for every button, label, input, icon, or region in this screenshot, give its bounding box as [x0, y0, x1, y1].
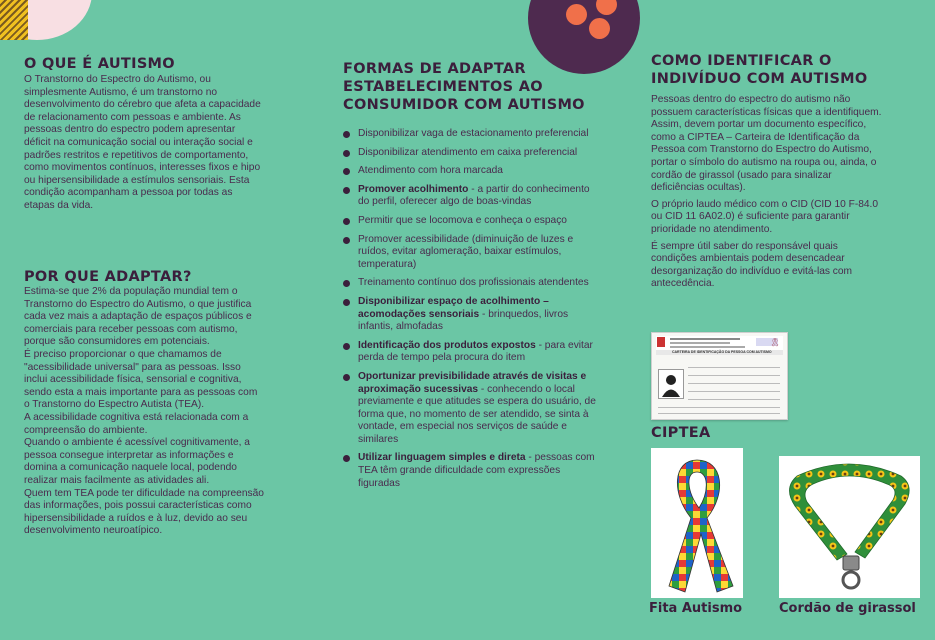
item-bold-text: Disponibilizar espaço de acolhimento – acomodações sensoriais — [358, 295, 549, 320]
item-text: Disponibilizar vaga de estacionamento preferencial — [358, 128, 589, 139]
heading-why-adapt: POR QUE ADAPTAR? — [24, 269, 192, 285]
adapt-list-item — [343, 296, 598, 334]
bullet-icon — [343, 374, 350, 381]
paragraph: O próprio laudo médico com o CID (CID 10 F-84.0 ou CID 11 6A02.0) é suficiente para garantir prioridade no atendimento. — [651, 198, 879, 235]
item-text: - para evitar perda de tempo pela procura do item — [358, 339, 593, 364]
card-header — [656, 336, 783, 350]
bullet-icon — [343, 150, 350, 157]
photo-placeholder — [658, 369, 684, 399]
column-what-is-autism — [24, 55, 264, 213]
orange-dot-decoration — [589, 18, 610, 39]
text-what-is-autism: O Transtorno do Espectro do Autismo, ou simplesmente Autismo, é um transtorno no desenvolvimento do cérebro que afeta a capacidade de relacionamento com pessoas e ambiente. As pessoas dentro do espectro podem apresentar déficit na comunicação social ou interação social e padrões restritos e repetitivos de comportamento, como movimentos contínuos, interesses fixos e hipo ou hipersensibilidade a estímulos sensoriais. Esta condição acompanham a pessoa por todas as etapas da vida. — [24, 74, 261, 211]
adapt-list-item — [343, 147, 598, 160]
bullet-icon — [343, 218, 350, 225]
column-why-adapt — [24, 268, 264, 538]
item-text: - brinquedos, livros infantis, almofadas — [358, 308, 569, 333]
caption-lanyard: Cordão de girassol — [779, 601, 916, 616]
item-text: Permitir que se locomova e conheça o espaço — [358, 214, 567, 226]
item-text: - a partir do conhecimento do perfil, oferecer algo de boas-vindas — [358, 183, 590, 208]
heading-ways-to-adapt: FORMAS DE ADAPTAR ESTABELECIMENTOS AO CONSUMIDOR COM AUTISMO — [343, 61, 585, 113]
orange-dot-decoration — [566, 4, 587, 25]
bullet-icon — [343, 168, 350, 175]
sunflower-lanyard-image — [779, 456, 920, 598]
bullet-icon — [343, 455, 350, 462]
item-text: Disponibilizar atendimento em caixa preferencial — [358, 146, 578, 158]
bullet-icon — [343, 299, 350, 306]
bullet-icon — [343, 343, 350, 350]
item-text: Promover acessibilidade (diminuição de luzes e ruídos, evitar aglomeração, baixar estímulos, temperatura) — [358, 233, 574, 270]
heading-identify: COMO IDENTIFICAR O INDIVÍDUO COM AUTISMO — [651, 53, 868, 87]
item-text: - conhecendo o local previamente e que atitudes se espera do usuário, de forma que, no momento de ser atendido, se sinta à vontade, em especial nos serviços de saúde e similares — [358, 383, 596, 445]
paragraph: Pessoas dentro do espectro do autismo não possuem características físicas que a identifiquem. Assim, devem portar um documento específico, como a CIPTEA – Carteira de Identificação da Pessoa com Transtorno do Espectro do Autismo, portar o símbolo do autismo na roupa ou, ainda, o cordão de girassol (usado para sinalizar deficiências ocultas). — [651, 94, 882, 194]
ciptea-card-image — [651, 332, 788, 420]
paragraph: É sempre útil saber do responsável quais condições ambientais podem desencadear desorganização do indivíduo e evitá-las com antecedência. — [651, 240, 853, 290]
autism-ribbon-image — [651, 448, 743, 598]
item-bold-text: Identificação dos produtos expostos — [358, 339, 536, 351]
ciptea-label: CIPTEA — [651, 425, 711, 441]
bullet-icon — [343, 131, 350, 138]
adapt-list-item — [343, 215, 598, 228]
bullet-icon — [343, 280, 350, 287]
adapt-list-item — [343, 165, 598, 178]
paragraph: Estima-se que 2% da população mundial tem o Transtorno do Espectro do Autismo, o que justifica cada vez mais a adaptação de espaços públicos e comerciais para receber pessoas com autismo, porque são consumidores em potenciais. — [24, 286, 252, 348]
adapt-list — [343, 128, 598, 490]
adapt-list-item — [343, 452, 598, 490]
item-bold-text: Promover acolhimento — [358, 183, 469, 195]
adapt-list-item — [343, 277, 598, 290]
paragraph: Quem tem TEA pode ter dificuldade na compreensão das informações, pois possui características como hipersensibilidade a ruídos e à luz, devido ao seu desenvolvimento neuroatípico. — [24, 487, 264, 537]
column-identify — [651, 52, 886, 291]
striped-decoration — [0, 0, 28, 40]
item-bold-text: Oportunizar previsibilidade através de visitas e aproximação sucessivas — [358, 370, 587, 395]
adapt-list-item — [343, 234, 598, 272]
card-title: CARTEIRA DE IDENTIFICAÇÃO DA PESSOA COM AUTISMO — [672, 350, 772, 354]
bullet-icon — [343, 187, 350, 194]
column-ways-to-adapt — [343, 60, 598, 496]
item-bold-text: Utilizar linguagem simples e direta — [358, 452, 526, 464]
item-text: Treinamento contínuo dos profissionais atendentes — [358, 277, 589, 289]
adapt-list-item — [343, 371, 598, 447]
coat-of-arms-icon — [657, 337, 665, 347]
adapt-list-item — [343, 340, 598, 365]
item-text: Atendimento com hora marcada — [358, 165, 503, 177]
adapt-list-item — [343, 128, 598, 141]
heading-what-is-autism: O QUE É AUTISMO — [24, 56, 175, 72]
ribbon-icon: 🎗 — [770, 338, 781, 347]
item-text: - pessoas com TEA têm grande dificuldade com expressões figuradas — [358, 452, 595, 489]
caption-ribbon: Fita Autismo — [649, 601, 743, 616]
paragraph: Quando o ambiente é acessível cognitivamente, a pessoa consegue interpretar as informações e domina a comunicação naquele local, podendo realizar mais facilmente as atividades ali. — [24, 437, 250, 486]
adapt-list-item — [343, 184, 598, 209]
paragraph: A acessibilidade cognitiva está relacionada com a compreensão do ambiente. — [24, 411, 249, 436]
paragraph: É preciso proporcionar o que chamamos de "acessibilidade universal" para as pessoas. Isso inclui acessibilidade física, sensorial e cognitiva, sendo esta a mais importante para as pessoas com o Transtorno do Espectro Autista (TEA). — [24, 348, 258, 411]
bullet-icon — [343, 237, 350, 244]
